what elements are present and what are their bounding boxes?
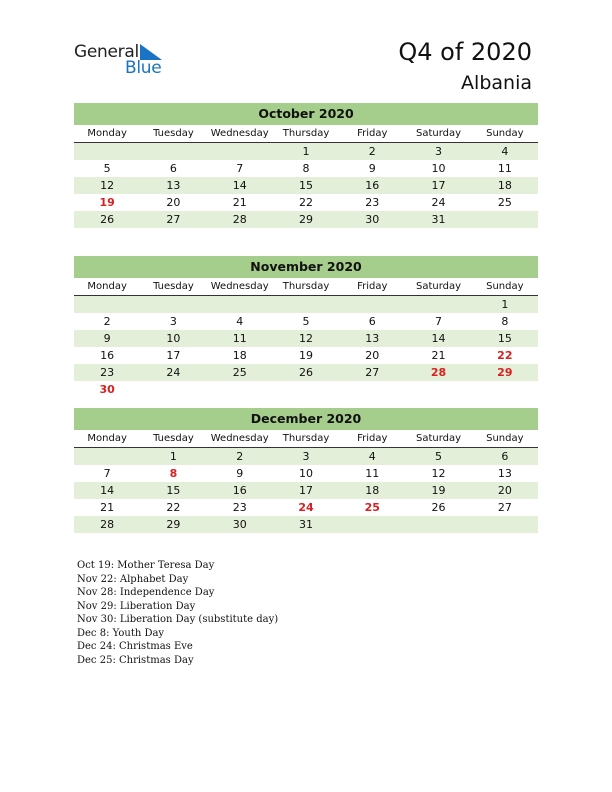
empty-day-cell	[207, 381, 273, 398]
day-cell: 25	[497, 196, 512, 209]
week-row	[74, 465, 538, 482]
empty-day-cell	[472, 211, 538, 228]
empty-day-cell	[140, 143, 206, 160]
page-title: Q4 of 2020	[398, 38, 532, 66]
day-cell: 6	[368, 315, 376, 328]
day-cell: 8	[169, 467, 178, 480]
day-cell: 4	[501, 145, 509, 158]
weekday-label: Friday	[357, 128, 388, 139]
day-cell: 2	[368, 145, 376, 158]
day-cell: 3	[302, 450, 310, 463]
holiday-note: Dec 24: Christmas Eve	[77, 641, 193, 652]
logo-text-general: General	[74, 42, 139, 62]
day-cell: 11	[365, 467, 380, 480]
day-cell: 26	[100, 213, 115, 226]
day-cell: 7	[435, 315, 443, 328]
day-cell: 28	[100, 518, 115, 531]
day-cell: 24	[166, 366, 181, 379]
day-cell: 29	[298, 213, 313, 226]
day-cell: 26	[431, 501, 446, 514]
holiday-note: Nov 30: Liberation Day (substitute day)	[77, 614, 279, 625]
day-cell: 25	[232, 366, 247, 379]
day-cell: 9	[236, 467, 244, 480]
week-row	[74, 482, 538, 499]
day-cell: 3	[169, 315, 177, 328]
day-cell: 23	[365, 196, 380, 209]
weekday-label: Saturday	[416, 433, 462, 444]
day-cell: 22	[166, 501, 181, 514]
day-cell: 8	[501, 315, 509, 328]
holiday-note: Dec 25: Christmas Day	[77, 654, 194, 666]
day-cell: 9	[103, 332, 111, 345]
week-row	[74, 381, 538, 398]
logo-text-blue: Blue	[125, 58, 162, 78]
day-cell: 24	[431, 196, 446, 209]
day-cell: 12	[431, 467, 446, 480]
day-cell: 24	[298, 501, 314, 514]
holiday-note: Oct 19: Mother Teresa Day	[77, 560, 215, 571]
weekday-label: Monday	[87, 128, 127, 139]
week-row	[74, 211, 538, 228]
weekday-label: Tuesday	[153, 281, 194, 292]
empty-day-cell	[207, 143, 273, 160]
empty-day-cell	[339, 516, 405, 533]
day-cell: 30	[232, 518, 247, 531]
weekday-label: Monday	[87, 433, 127, 444]
day-cell: 4	[236, 315, 244, 328]
holiday-note: Dec 8: Youth Day	[77, 627, 165, 639]
week-row	[74, 330, 538, 347]
day-cell: 17	[298, 484, 313, 497]
day-cell: 3	[435, 145, 443, 158]
week-row	[74, 364, 538, 381]
empty-day-cell	[74, 143, 140, 160]
day-cell: 12	[298, 332, 313, 345]
day-cell: 15	[298, 179, 313, 192]
month-title: December 2020	[74, 408, 538, 430]
empty-day-cell	[74, 448, 140, 465]
empty-day-cell	[472, 516, 538, 533]
day-cell: 25	[364, 501, 380, 514]
day-cell: 5	[302, 315, 310, 328]
weekday-label: Saturday	[416, 128, 462, 139]
weekday-label: Thursday	[282, 128, 330, 139]
day-cell: 6	[501, 450, 509, 463]
weekday-label: Wednesday	[210, 281, 269, 292]
weekday-label: Friday	[357, 281, 388, 292]
week-row	[74, 143, 538, 160]
day-cell: 12	[100, 179, 115, 192]
day-cell: 28	[232, 213, 247, 226]
empty-day-cell	[140, 296, 206, 313]
empty-day-cell	[140, 381, 206, 398]
day-cell: 15	[166, 484, 181, 497]
week-row	[74, 177, 538, 194]
day-cell: 21	[431, 349, 446, 362]
day-cell: 29	[497, 366, 513, 379]
weekday-label: Friday	[357, 433, 388, 444]
weekday-label: Wednesday	[210, 128, 269, 139]
day-cell: 23	[100, 366, 115, 379]
day-cell: 16	[365, 179, 380, 192]
day-cell: 19	[99, 196, 115, 209]
holiday-note: Nov 28: Independence Day	[77, 587, 215, 598]
day-cell: 4	[368, 450, 376, 463]
day-cell: 15	[497, 332, 512, 345]
holiday-notes	[77, 559, 278, 667]
week-row	[74, 313, 538, 330]
day-cell: 9	[368, 162, 376, 175]
weekday-label: Tuesday	[153, 433, 194, 444]
day-cell: 20	[497, 484, 512, 497]
day-cell: 1	[501, 298, 509, 311]
day-cell: 13	[365, 332, 380, 345]
week-row	[74, 516, 538, 533]
day-cell: 27	[497, 501, 512, 514]
week-row	[74, 296, 538, 313]
day-cell: 30	[365, 213, 380, 226]
day-cell: 16	[232, 484, 247, 497]
week-row	[74, 499, 538, 516]
day-cell: 29	[166, 518, 181, 531]
day-cell: 7	[236, 162, 244, 175]
day-cell: 22	[298, 196, 313, 209]
weekday-label: Sunday	[486, 128, 524, 139]
weekday-header	[74, 430, 538, 448]
day-cell: 27	[365, 366, 380, 379]
day-cell: 26	[298, 366, 313, 379]
weekday-header	[74, 125, 538, 143]
logo	[74, 42, 174, 76]
day-cell: 23	[232, 501, 247, 514]
empty-day-cell	[273, 381, 339, 398]
day-cell: 21	[232, 196, 247, 209]
day-cell: 11	[232, 332, 247, 345]
day-cell: 27	[166, 213, 181, 226]
day-cell: 21	[100, 501, 115, 514]
week-row	[74, 347, 538, 364]
month-weeks	[74, 143, 538, 228]
day-cell: 17	[431, 179, 446, 192]
day-cell: 10	[298, 467, 313, 480]
day-cell: 14	[431, 332, 446, 345]
day-cell: 8	[302, 162, 310, 175]
day-cell: 18	[365, 484, 380, 497]
day-cell: 19	[298, 349, 313, 362]
day-cell: 31	[298, 518, 313, 531]
day-cell: 2	[103, 315, 111, 328]
empty-day-cell	[405, 296, 471, 313]
day-cell: 6	[169, 162, 177, 175]
empty-day-cell	[339, 296, 405, 313]
empty-day-cell	[405, 381, 471, 398]
day-cell: 5	[103, 162, 111, 175]
weekday-header	[74, 278, 538, 296]
weekday-label: Monday	[87, 281, 127, 292]
weekday-label: Tuesday	[153, 128, 194, 139]
empty-day-cell	[207, 296, 273, 313]
day-cell: 2	[236, 450, 244, 463]
weekday-label: Sunday	[486, 433, 524, 444]
weekday-label: Thursday	[282, 281, 330, 292]
day-cell: 19	[431, 484, 446, 497]
day-cell: 14	[100, 484, 115, 497]
day-cell: 22	[497, 349, 513, 362]
day-cell: 17	[166, 349, 181, 362]
empty-day-cell	[472, 381, 538, 398]
day-cell: 31	[431, 213, 446, 226]
month-october	[74, 103, 538, 228]
month-november	[74, 256, 538, 398]
day-cell: 13	[497, 467, 512, 480]
weekday-label: Thursday	[282, 433, 330, 444]
week-row	[74, 448, 538, 465]
day-cell: 1	[169, 450, 177, 463]
month-title: November 2020	[74, 256, 538, 278]
day-cell: 18	[232, 349, 247, 362]
day-cell: 30	[99, 383, 115, 396]
empty-day-cell	[273, 296, 339, 313]
day-cell: 1	[302, 145, 310, 158]
week-row	[74, 194, 538, 211]
day-cell: 16	[100, 349, 115, 362]
day-cell: 14	[232, 179, 247, 192]
day-cell: 7	[103, 467, 111, 480]
weekday-label: Wednesday	[210, 433, 269, 444]
day-cell: 13	[166, 179, 181, 192]
day-cell: 20	[166, 196, 181, 209]
holiday-note: Nov 29: Liberation Day	[77, 600, 196, 612]
weekday-label: Sunday	[486, 281, 524, 292]
day-cell: 28	[430, 366, 447, 379]
day-cell: 20	[365, 349, 380, 362]
month-title: October 2020	[74, 103, 538, 125]
month-weeks	[74, 448, 538, 533]
holiday-note: Nov 22: Alphabet Day	[77, 573, 189, 585]
empty-day-cell	[405, 516, 471, 533]
day-cell: 18	[497, 179, 512, 192]
day-cell: 5	[435, 450, 443, 463]
weekday-label: Saturday	[416, 281, 462, 292]
week-row	[74, 160, 538, 177]
month-weeks	[74, 296, 538, 398]
empty-day-cell	[74, 296, 140, 313]
day-cell: 10	[431, 162, 446, 175]
month-december	[74, 408, 538, 533]
country-name: Albania	[461, 72, 532, 94]
day-cell: 10	[166, 332, 181, 345]
day-cell: 11	[497, 162, 512, 175]
empty-day-cell	[339, 381, 405, 398]
